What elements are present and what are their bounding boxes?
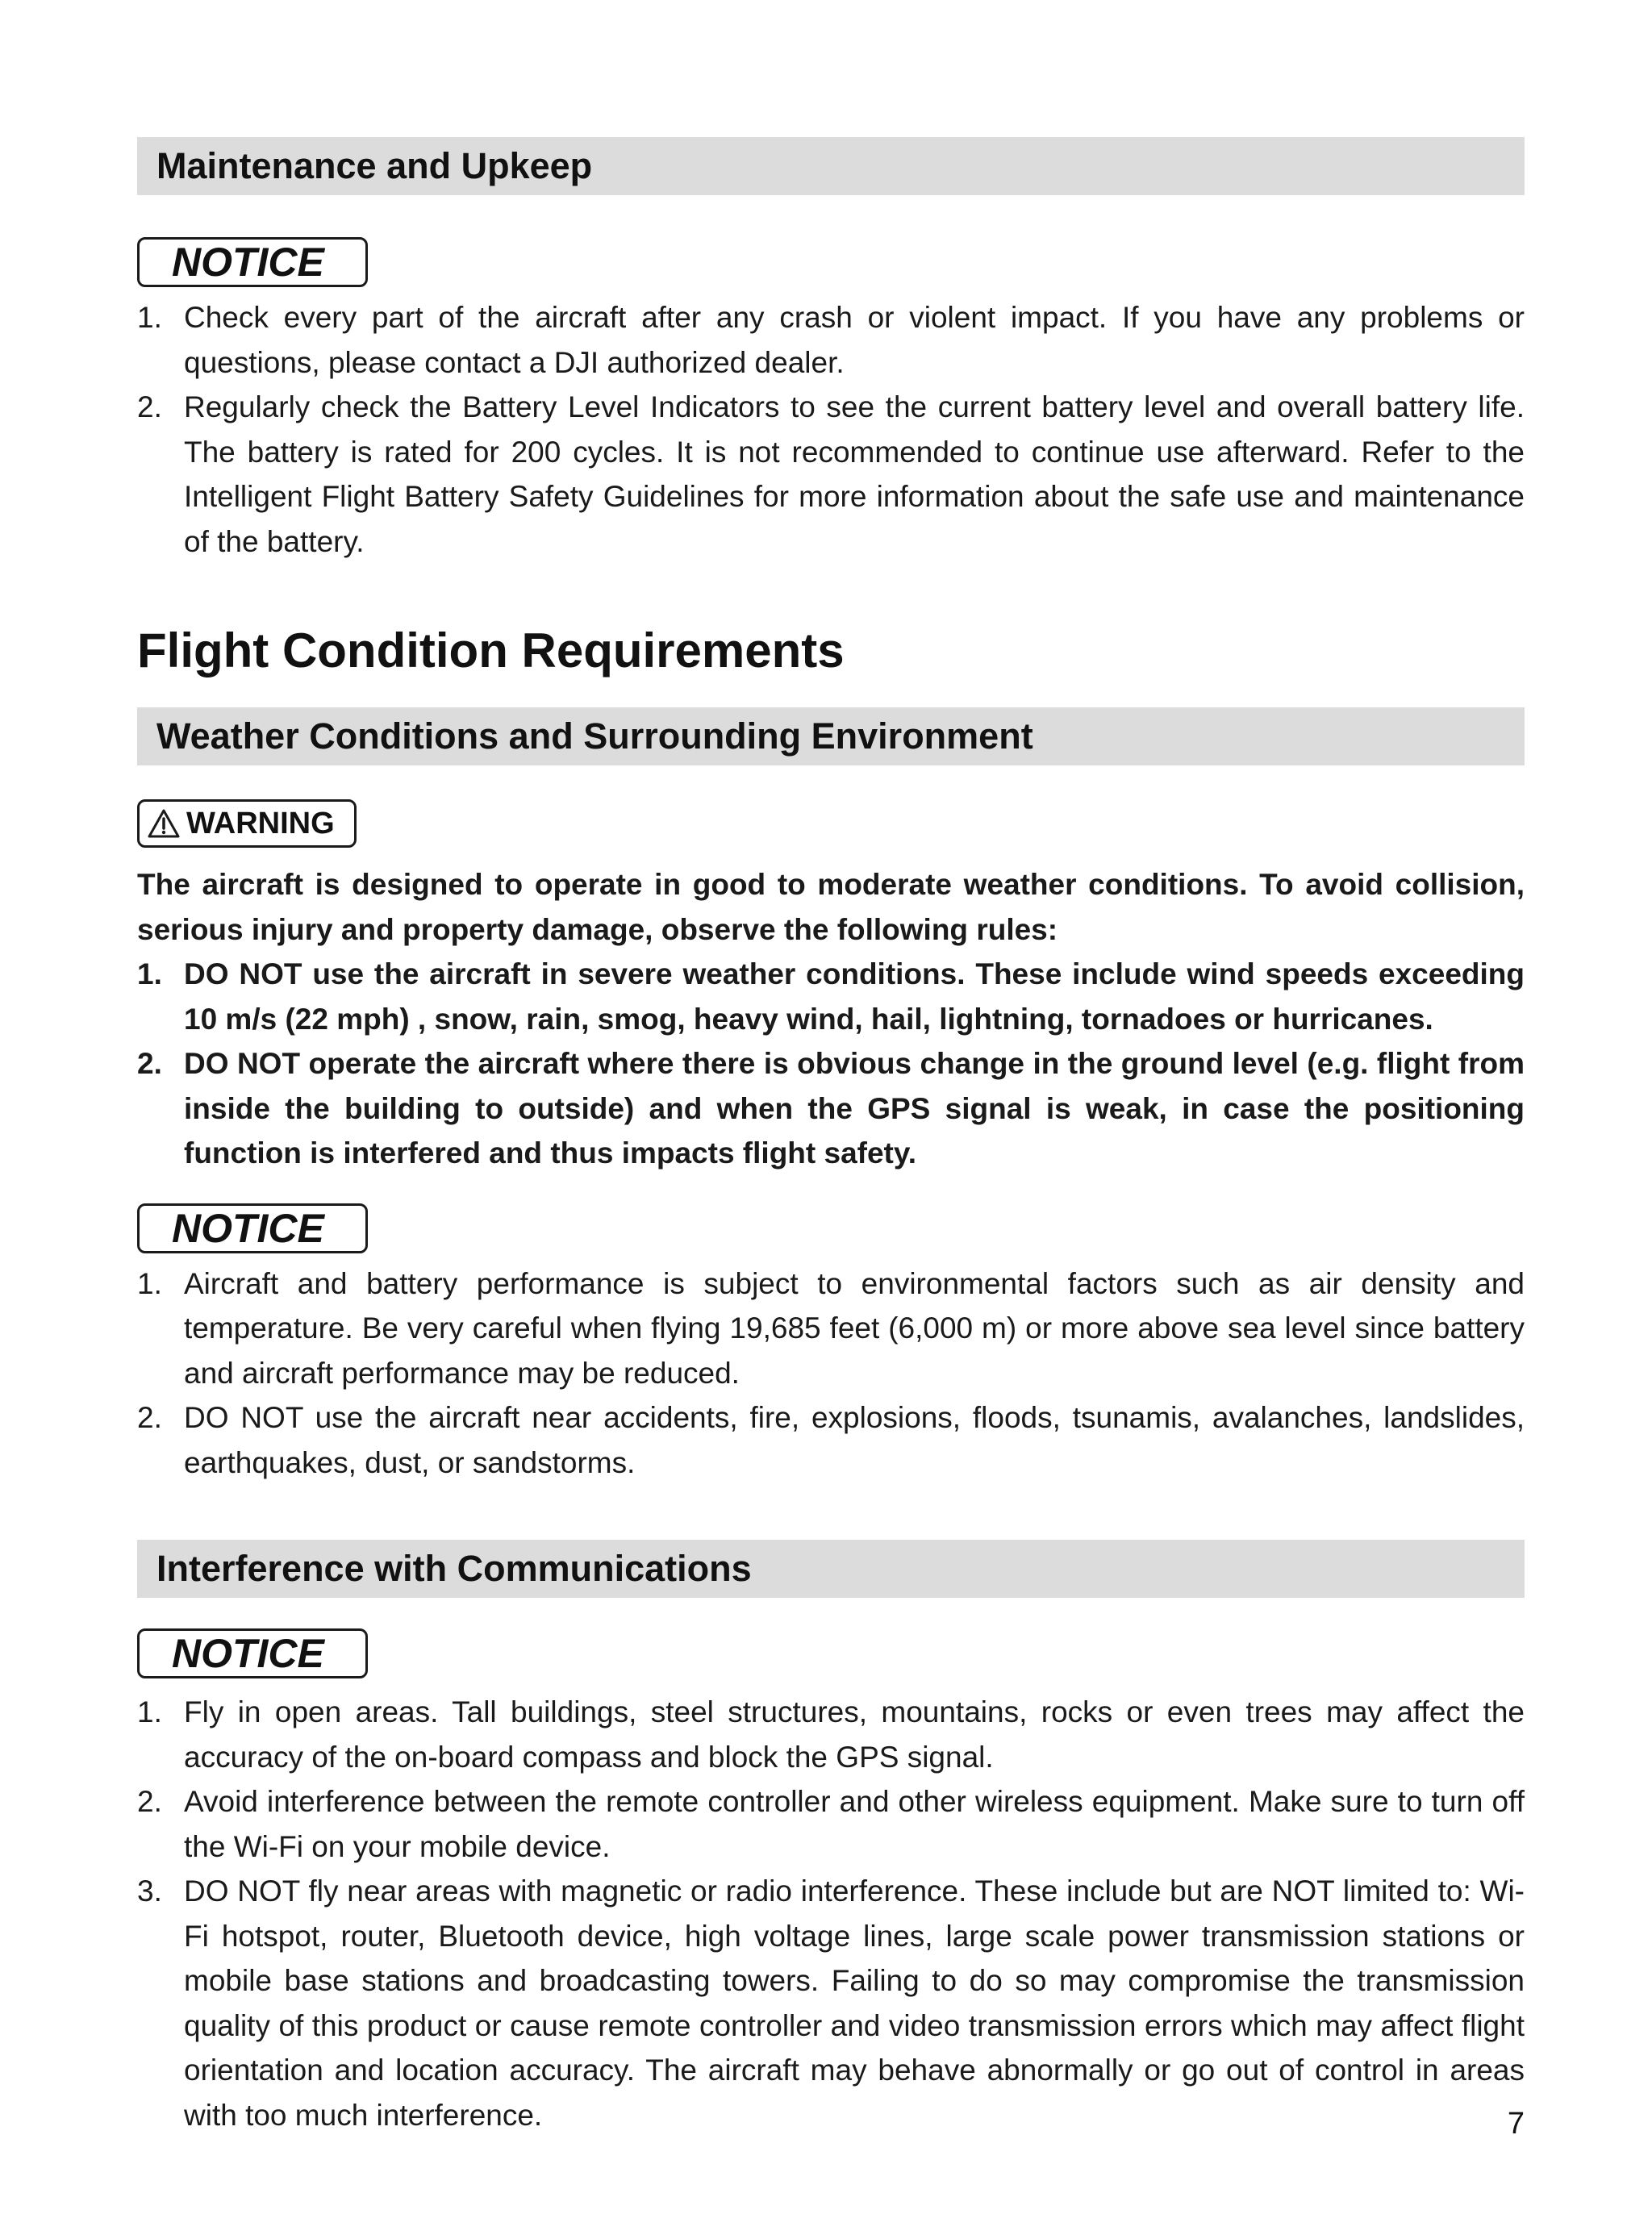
page-title: Flight Condition Requirements (137, 623, 845, 678)
list-item-text: DO NOT use the aircraft near accidents, fire, explosions, floods, tsunamis, avalanches, landslides, earthquakes, dust, or sandstorms. (184, 1401, 1525, 1479)
list-item (137, 1779, 1525, 1869)
list-item-number: 2. (137, 390, 162, 423)
interference-notice-list (137, 1690, 1525, 2137)
list-item-number: 1. (137, 301, 162, 334)
list-item-number: 2. (137, 1785, 162, 1818)
list-item (137, 1869, 1525, 2137)
list-item-number: 1. (137, 1266, 162, 1300)
warning-list (137, 952, 1525, 1176)
list-item (137, 1690, 1525, 1779)
list-item-text: Check every part of the aircraft after any crash or violent impact. If you have any problems or questions, please contact a DJI authorized dealer. (184, 301, 1525, 379)
section-header-maintenance: Maintenance and Upkeep (137, 137, 1525, 195)
list-item-number: 1. (137, 957, 162, 990)
list-item-text: Aircraft and battery performance is subject to environmental factors such as air density and temperature. Be very careful when flying 19,685 feet (6,000 m) or more above sea level since battery and aircraft performance may be reduced. (184, 1266, 1525, 1390)
list-item (137, 1261, 1525, 1396)
list-item-text: Fly in open areas. Tall buildings, steel structures, mountains, rocks or even trees may affect the accuracy of the on-board compass and block the GPS signal. (184, 1695, 1525, 1774)
weather-notice-list (137, 1261, 1525, 1486)
list-item-number: 1. (137, 1695, 162, 1728)
section-header-interference: Interference with Communications (137, 1540, 1525, 1598)
list-item-text: DO NOT fly near areas with magnetic or radio interference. These include but are NOT limited to: Wi-Fi hotspot, router, Bluetooth device, high voltage lines, large scale power transmission stations or mobile base stations and broadcasting towers. Failing to do so may compromise the transmission quality of this product or cause remote controller and video transmission errors which may affect flight orientation and location accuracy. The aircraft may behave abnormally or go out of control in areas with too much interference. (184, 1874, 1525, 2132)
list-item (137, 1395, 1525, 1485)
list-item (137, 1041, 1525, 1176)
list-item-number: 2. (137, 1401, 162, 1434)
list-item (137, 295, 1525, 385)
list-item-number: 2. (137, 1047, 162, 1080)
notice-label-weather: NOTICE (137, 1203, 368, 1253)
list-item (137, 385, 1525, 564)
list-item-text: DO NOT use the aircraft in severe weather conditions. These include wind speeds exceeding 10 m/s (22 mph) , snow, rain, smog, heavy wind, hail, lightning, tornadoes or hurricanes. (184, 957, 1525, 1036)
list-item-text: Avoid interference between the remote controller and other wireless equipment. Make sure to turn off the Wi-Fi on your mobile device. (184, 1785, 1525, 1863)
list-item (137, 952, 1525, 1041)
warning-label (137, 799, 357, 848)
page-number: 7 (1507, 2107, 1525, 2141)
notice-label-maintenance: NOTICE (137, 237, 368, 287)
section-header-weather: Weather Conditions and Surrounding Environment (137, 707, 1525, 765)
notice-label-interference: NOTICE (137, 1628, 368, 1678)
list-item-text: DO NOT operate the aircraft where there is obvious change in the ground level (e.g. flight from inside the building to outside) and when the GPS signal is weak, in case the positioning function is interfered and thus impacts flight safety. (184, 1047, 1525, 1170)
list-item-text: Regularly check the Battery Level Indicators to see the current battery level and overall battery life. The battery is rated for 200 cycles. It is not recommended to continue use afterward. Refer to the Intelligent Flight Battery Safety Guidelines for more information about the safe use and maintenance of the battery. (184, 390, 1525, 558)
maintenance-notice-list (137, 295, 1525, 564)
list-item-number: 3. (137, 1874, 162, 1908)
warning-triangle-icon (148, 809, 180, 838)
warning-intro: The aircraft is designed to operate in good to moderate weather conditions. To avoid collision, serious injury and property damage, observe the following rules: (137, 868, 1525, 946)
manual-page (137, 137, 1525, 2137)
warning-label-text: WARNING (186, 806, 335, 840)
